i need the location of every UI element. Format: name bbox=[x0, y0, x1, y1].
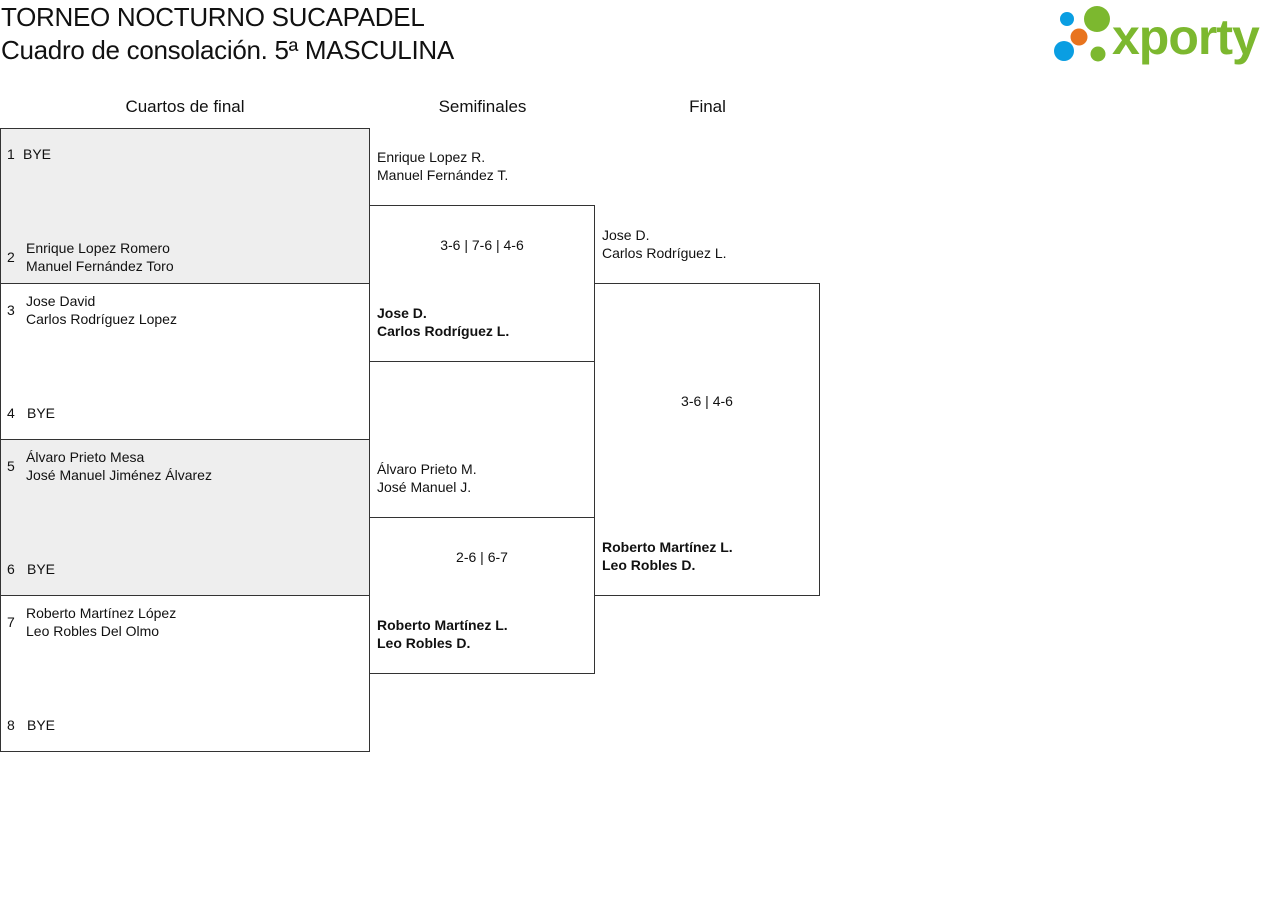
match-score: 2-6 | 6-7 bbox=[456, 549, 508, 565]
player-name: Álvaro Prieto Mesa bbox=[26, 449, 145, 465]
bye-label: BYE bbox=[27, 561, 56, 577]
seed-number: 1 bbox=[7, 146, 15, 162]
player-name: Enrique Lopez Romero bbox=[26, 240, 170, 256]
seed-number: 7 bbox=[7, 614, 15, 630]
column-header-semifinals: Semifinales bbox=[438, 97, 527, 116]
player-name: Roberto Martínez López bbox=[26, 605, 177, 621]
seed-number: 5 bbox=[7, 458, 15, 474]
player-name: Roberto Martínez L. bbox=[602, 539, 733, 555]
match-score: 3-6 | 4-6 bbox=[681, 393, 733, 409]
svg-text:xporty: xporty bbox=[1112, 9, 1259, 65]
tournament-title: TORNEO NOCTURNO SUCAPADEL bbox=[1, 2, 425, 32]
qf-team bbox=[26, 604, 176, 640]
bye-label: BYE bbox=[27, 717, 56, 733]
player-name: José Manuel Jiménez Álvarez bbox=[26, 467, 212, 483]
match-score: 3-6 | 7-6 | 4-6 bbox=[440, 237, 524, 253]
player-name: Álvaro Prieto M. bbox=[377, 461, 477, 477]
player-name: Leo Robles D. bbox=[377, 635, 471, 651]
sf-team-top bbox=[377, 460, 477, 496]
seed-number: 4 bbox=[7, 405, 15, 421]
qf-team bbox=[26, 292, 177, 328]
player-name: Carlos Rodríguez Lopez bbox=[26, 311, 177, 327]
qf-team bbox=[26, 448, 212, 484]
player-name: Manuel Fernández Toro bbox=[26, 258, 174, 274]
player-name: Carlos Rodríguez L. bbox=[377, 323, 510, 339]
sf-team-winner bbox=[377, 616, 508, 652]
player-name: Leo Robles Del Olmo bbox=[26, 623, 160, 639]
bye-label: BYE bbox=[27, 405, 56, 421]
column-header-quarterfinals: Cuartos de final bbox=[125, 97, 245, 116]
player-name: Leo Robles D. bbox=[602, 557, 696, 573]
final-team-winner bbox=[602, 538, 733, 574]
player-name: Enrique Lopez R. bbox=[377, 149, 486, 165]
player-name: Jose David bbox=[26, 293, 96, 309]
qf-team bbox=[26, 239, 174, 275]
bracket-subtitle: Cuadro de consolación. 5ª MASCULINA bbox=[1, 35, 454, 65]
player-name: José Manuel J. bbox=[377, 479, 472, 495]
player-name: Carlos Rodríguez L. bbox=[602, 245, 727, 261]
player-name: Jose D. bbox=[602, 227, 650, 243]
sf-team-winner bbox=[377, 304, 509, 340]
seed-number: 2 bbox=[7, 249, 15, 265]
xporty-logo bbox=[1050, 4, 1276, 68]
seed-number: 8 bbox=[7, 717, 15, 733]
player-name: Jose D. bbox=[377, 305, 427, 321]
player-name: Manuel Fernández T. bbox=[377, 167, 509, 183]
seed-number: 6 bbox=[7, 561, 15, 577]
sf-team-top bbox=[377, 148, 508, 184]
seed-number: 3 bbox=[7, 302, 15, 318]
player-name: Roberto Martínez L. bbox=[377, 617, 508, 633]
column-header-final: Final bbox=[689, 97, 726, 116]
bye-label: BYE bbox=[23, 146, 52, 162]
final-team-top bbox=[602, 226, 727, 262]
